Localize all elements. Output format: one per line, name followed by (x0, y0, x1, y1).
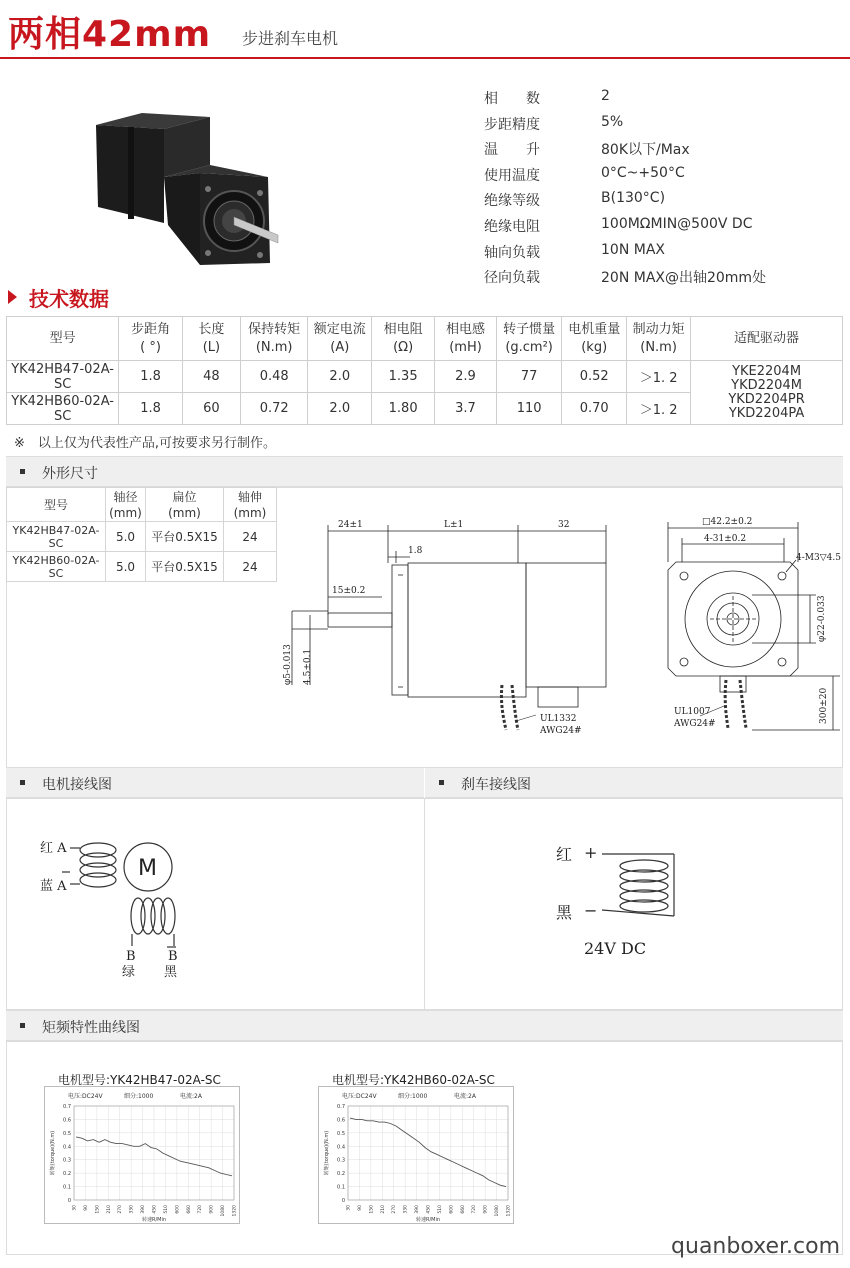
chart-y-tick-label: 0 (341, 1198, 345, 1204)
spec-table (6, 316, 843, 425)
chart-y-tick-label: 0.5 (63, 1130, 71, 1137)
column-header-name: 保持转矩 (248, 321, 301, 337)
dim-300: 300±20 (819, 687, 829, 724)
column-header-name: 轴伸 (237, 489, 262, 504)
spec-value: 100MΩMIN@500V DC (601, 216, 753, 232)
torque-chart-2 (318, 1086, 514, 1224)
brake-voltage: 24V DC (584, 939, 647, 958)
spec-label: 温 升 (484, 142, 540, 159)
section-title-torque: 矩频特性曲线图 (42, 1020, 140, 1036)
chart-x-tick-label: 30 (346, 1205, 352, 1211)
table-cell: YK42HB47-02A-SC (7, 522, 106, 552)
column-header-unit: (mm) (109, 505, 142, 520)
table-cell: 0.70 (562, 393, 627, 425)
chart-x-tick-label: 1080 (221, 1205, 227, 1217)
chart-x-tick-label: 510 (163, 1205, 169, 1214)
column-header-unit: (kg) (581, 339, 608, 355)
column-header-name: 步距角 (131, 321, 171, 337)
spec-label: 使用温度 (484, 167, 540, 184)
tech-data-title: 技术数据 (29, 287, 109, 311)
chart-x-tick-label: 90 (357, 1205, 363, 1211)
chart-x-tick-label: 330 (129, 1205, 135, 1214)
chart-x-tick-label: 210 (106, 1205, 112, 1214)
label-ul1007: UL1007 (674, 707, 711, 717)
column-header (240, 317, 308, 361)
dim-shaft-dia: φ5-0.013 (283, 644, 293, 685)
column-header (182, 317, 240, 361)
chart-y-axis-label: 转矩(torque)(N.m) (50, 1130, 56, 1176)
chart-subtitle-field: 电压:DC24V (342, 1093, 377, 1100)
chart-x-tick-label: 270 (392, 1205, 398, 1214)
driver-name: YKD2204M (731, 377, 802, 393)
bullet-icon (20, 780, 25, 785)
label-awg24-side: AWG24# (540, 726, 582, 736)
column-header-unit: (L) (202, 339, 221, 355)
chart-x-tick-label: 720 (472, 1205, 478, 1214)
spec-value: 10N MAX (601, 241, 665, 258)
column-header-unit: (mm) (233, 505, 267, 520)
brake-label-red: 红 (556, 845, 573, 864)
brake-label-plus: + (584, 843, 598, 862)
torque-chart-1 (44, 1086, 240, 1224)
column-header-name: 型号 (43, 497, 68, 512)
chart-x-tick-label: 330 (403, 1205, 409, 1214)
bullet-icon (20, 1023, 25, 1028)
column-header-name: 适配驱动器 (734, 330, 800, 346)
spec-label: 轴向负载 (484, 244, 540, 261)
column-header-name: 型号 (49, 330, 76, 346)
table-cell: 0.48 (240, 361, 308, 393)
wire-label-b: B (126, 949, 136, 964)
chart-x-tick-label: 390 (415, 1205, 421, 1214)
spec-table-header (7, 317, 843, 361)
dimension-table-header (7, 488, 277, 522)
chart-x-tick-label: 150 (369, 1205, 375, 1214)
table-cell: 2.9 (435, 361, 497, 393)
dim-1-8: 1.8 (408, 546, 423, 556)
column-header-unit: (Ω) (393, 339, 414, 355)
table-cell: 2.0 (308, 393, 372, 425)
spec-label: 相 数 (484, 91, 540, 107)
table-cell: 平台0.5X15 (146, 522, 224, 552)
column-header (308, 317, 372, 361)
chart-x-axis-label: 转速R/Min (415, 1217, 441, 1223)
table-cell: 77 (496, 361, 561, 393)
spec-value: 5% (601, 113, 624, 130)
chart-subtitle-field: 细分:1000 (124, 1093, 154, 1100)
label-ul1332: UL1332 (540, 714, 577, 724)
chart-y-tick-label: 0.1 (63, 1184, 71, 1191)
chart-x-tick-label: 1080 (495, 1205, 501, 1217)
spec-value: B(130°C) (601, 190, 666, 207)
column-header-name: 相电阻 (383, 321, 423, 337)
column-header (562, 317, 627, 361)
column-header-unit: (mH) (449, 339, 482, 355)
dim-4-5: 4.5±0.1 (303, 648, 313, 685)
bullet-icon (439, 780, 444, 785)
side-view-drawing (278, 515, 618, 760)
table-cell: 48 (182, 361, 240, 393)
chart-x-tick-label: 30 (72, 1205, 78, 1211)
column-header (627, 317, 691, 361)
chart-x-tick-label: 1320 (232, 1205, 238, 1217)
driver-name: YKE2204M (732, 363, 802, 379)
page-subtitle: 步进刹车电机 (242, 29, 339, 48)
column-header (372, 317, 435, 361)
chart-y-axis-label: 转矩(torque)(N.m) (324, 1130, 330, 1176)
wire-label-green: 绿 (122, 965, 136, 980)
chart-x-tick-label: 450 (152, 1205, 158, 1214)
dim-32: 32 (558, 520, 570, 530)
chart-y-tick-label: 0.4 (63, 1144, 71, 1151)
column-header (435, 317, 497, 361)
chart-x-axis-label: 转速R/Min (141, 1217, 167, 1223)
label-awg24-front: AWG24# (674, 719, 716, 729)
dim-square: □42.2±0.2 (702, 517, 753, 527)
chart-x-tick-label: 600 (175, 1205, 181, 1214)
chart-y-tick-label: 0.5 (337, 1130, 345, 1137)
section-bar-wiring (6, 767, 424, 798)
column-header (496, 317, 561, 361)
brake-label-black: 黑 (556, 903, 573, 922)
chart-subtitle-field: 电流:2A (180, 1093, 202, 1100)
motor-wiring-diagram (30, 820, 210, 985)
section-bar-torque (6, 1010, 843, 1041)
table-cell: 110 (496, 393, 561, 425)
chart-y-tick-label: 0.7 (337, 1104, 345, 1110)
chart1-title: 电机型号:YK42HB47-02A-SC (58, 1073, 221, 1087)
chart-x-tick-label: 270 (118, 1205, 124, 1214)
chart-y-tick-label: 0.1 (337, 1184, 345, 1191)
section-title-outline: 外形尺寸 (42, 466, 98, 482)
chart-x-tick-label: 600 (449, 1205, 455, 1214)
motor-product-image (82, 95, 282, 275)
chart-x-tick-label: 900 (209, 1205, 215, 1214)
column-header-unit: (N.m) (255, 339, 293, 355)
table-cell: 0.72 (240, 393, 308, 425)
table-cell: 0.52 (562, 361, 627, 393)
column-header-unit: (N.m) (640, 339, 677, 355)
wire-label-red-a: 红 A (40, 841, 67, 856)
dim-15: 15±0.2 (332, 586, 366, 596)
chart-x-tick-label: 390 (141, 1205, 147, 1214)
table-cell: 2.0 (308, 361, 372, 393)
chart-x-tick-label: 510 (437, 1205, 443, 1214)
column-header (146, 488, 224, 522)
chart-y-tick-label: 0.2 (337, 1171, 345, 1178)
dim-m3: 4-M3▽4.5 (796, 553, 841, 563)
chart-y-tick-label: 0.6 (337, 1117, 345, 1124)
chart-x-tick-label: 900 (483, 1205, 489, 1214)
chart2-title: 电机型号:YK42HB60-02A-SC (332, 1073, 495, 1087)
column-header-name: 电机重量 (568, 321, 621, 337)
chart-x-tick-label: 450 (426, 1205, 432, 1214)
triangle-icon (8, 290, 17, 304)
table-cell: ＞1. 2 (627, 393, 691, 425)
header-divider (0, 57, 850, 59)
bullet-icon (20, 469, 25, 474)
chart-y-tick-label: 0.3 (337, 1157, 345, 1164)
section-title-brake-wiring: 刹车接线图 (461, 777, 531, 793)
column-header-name: 扁位 (172, 489, 197, 504)
tech-data-heading (8, 283, 109, 312)
table-cell: 60 (182, 393, 240, 425)
spec-value: 2 (601, 88, 610, 104)
table-cell: 5.0 (106, 552, 146, 582)
column-header-unit: (A) (330, 339, 350, 355)
chart-y-tick-label: 0 (67, 1198, 71, 1204)
table-row (7, 552, 277, 582)
column-header (119, 317, 183, 361)
chart-x-tick-label: 720 (198, 1205, 204, 1214)
column-header (691, 317, 843, 361)
chart-y-tick-label: 0.6 (63, 1117, 71, 1124)
table-cell: 1.35 (372, 361, 435, 393)
chart-subtitle-field: 电流:2A (454, 1093, 476, 1100)
driver-name: YKD2204PA (728, 405, 805, 421)
table-cell: 5.0 (106, 522, 146, 552)
table-cell: YK42HB60-02A-SC (7, 552, 106, 582)
table-cell: YK42HB47-02A-SC (7, 361, 119, 393)
column-header-name: 转子惯量 (503, 321, 556, 337)
column-header-name: 相电感 (445, 321, 485, 337)
chart-subtitle-field: 电压:DC24V (68, 1093, 103, 1100)
motor-symbol: M (138, 856, 157, 881)
chart-y-tick-label: 0.3 (63, 1157, 71, 1164)
page-title: 两相42mm (8, 14, 212, 55)
column-header-name: 长度 (198, 321, 225, 337)
column-header-name: 轴径 (113, 489, 138, 504)
spec-value: 20N MAX@出轴20mm处 (601, 270, 767, 287)
section-title-wiring: 电机接线图 (42, 777, 112, 793)
column-header-unit: (mm) (168, 505, 201, 520)
dim-24: 24±1 (338, 520, 363, 530)
chart-x-tick-label: 660 (460, 1205, 466, 1214)
column-header (224, 488, 277, 522)
chart-y-tick-label: 0.4 (337, 1144, 345, 1151)
section-bar-outline (6, 456, 843, 487)
chart-subtitle-field: 细分:1000 (398, 1093, 428, 1100)
spec-label: 绝缘电阻 (484, 219, 540, 235)
chart-y-tick-label: 0.7 (63, 1104, 71, 1110)
table-cell: 1.8 (119, 393, 183, 425)
column-header-unit: (g.cm²) (505, 339, 553, 355)
wire-label-blue-a: 蓝 A (40, 879, 67, 894)
spec-label: 步距精度 (484, 116, 540, 133)
chart-x-tick-label: 150 (95, 1205, 101, 1214)
brake-wiring-diagram (550, 830, 720, 970)
table-cell: 24 (224, 522, 277, 552)
section-bar-brake-wiring (425, 767, 843, 798)
watermark-text: quanboxer.com (671, 1234, 840, 1259)
table-cell: YK42HB60-02A-SC (7, 393, 119, 425)
spec-label: 径向负载 (484, 270, 540, 287)
chart-x-tick-label: 1320 (506, 1205, 512, 1217)
chart-y-tick-label: 0.2 (63, 1171, 71, 1178)
spec-label: 绝缘等级 (484, 193, 540, 210)
table-cell: 平台0.5X15 (146, 552, 224, 582)
table-cell: 3.7 (435, 393, 497, 425)
driver-name: YKD2204PR (728, 391, 805, 407)
chart-x-tick-label: 660 (186, 1205, 192, 1214)
dim-L: L±1 (444, 520, 464, 530)
dim-4-31: 4-31±0.2 (704, 534, 747, 544)
column-header (7, 317, 119, 361)
column-header (106, 488, 146, 522)
wire-label-b-bar: B (168, 949, 178, 964)
spec-value: 80K以下/Max (601, 142, 690, 159)
driver-list (691, 361, 843, 425)
table-row (7, 361, 843, 393)
brake-label-minus: − (584, 901, 598, 920)
spec-value: 0°C~+50°C (601, 164, 685, 181)
table-cell: 1.80 (372, 393, 435, 425)
table-row (7, 522, 277, 552)
table-cell: ＞1. 2 (627, 361, 691, 393)
table-cell: 1.8 (119, 361, 183, 393)
front-view-drawing (640, 510, 848, 760)
column-header-unit: ( °) (140, 339, 161, 355)
column-header (7, 488, 106, 522)
column-header-name: 额定电流 (313, 321, 366, 337)
chart-x-tick-label: 210 (380, 1205, 386, 1214)
dim-22: φ22-0.033 (817, 595, 827, 642)
table-cell: 24 (224, 552, 277, 582)
wire-label-black: 黑 (164, 965, 178, 980)
dimension-table (6, 487, 277, 582)
note-text: ※ 以上仅为代表性产品,可按要求另行制作。 (14, 436, 277, 451)
chart-x-tick-label: 90 (83, 1205, 89, 1211)
column-header-name: 制动力矩 (632, 321, 685, 337)
